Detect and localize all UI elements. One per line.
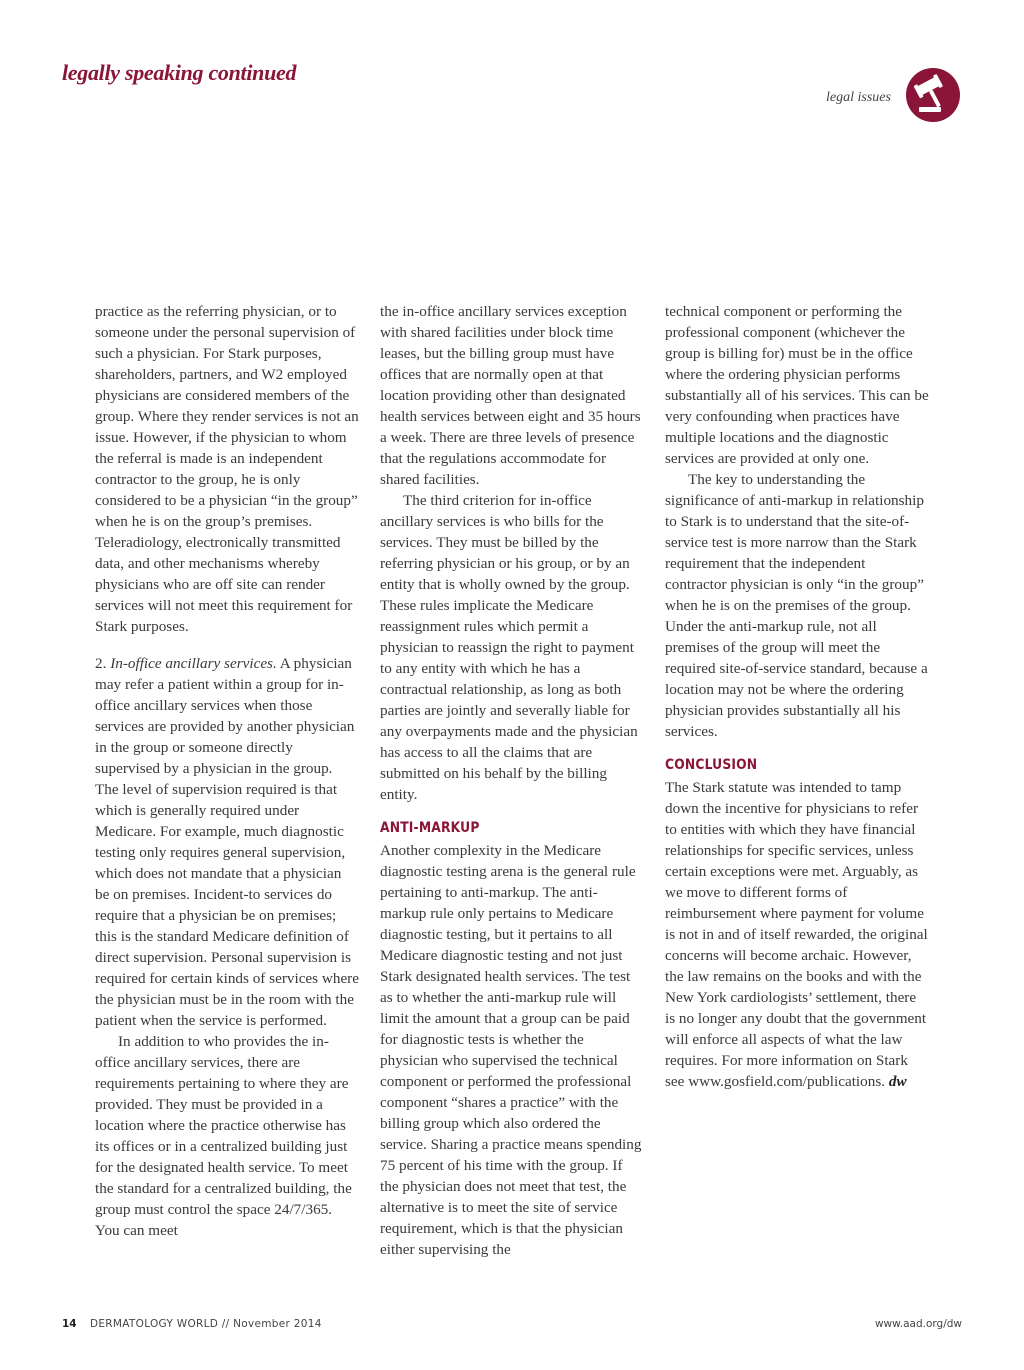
signoff: dw [888, 1073, 907, 1090]
section-heading: CONCLUSION [665, 757, 758, 773]
paragraph: technical component or performing the professional component (whichever the group is billing for) must be in the office where the ordering physician performs substantially all of his services. This can be very confounding when practices have multiple locations and the diagnostic services are provided at only one. [665, 303, 929, 467]
page-footer [62, 1318, 962, 1334]
paragraph: The third criterion for in-office ancillary services is who bills for the services. They must be billed by the referring physician or his group, or by an entity that is wholly owned by the group. These rules implicate the Medicare reassignment rules which permit a physician to reassign the right to payment to any entity with which he has a contractual relationship, as long as both parties are jointly and severally liable for any overpayments made and the physician has access to all the claims that are submitted on his behalf by the billing entity. [380, 492, 638, 803]
paragraph-title: In-office ancillary services. [110, 655, 277, 672]
paragraph-body: The Stark statute was intended to tamp down the incentive for physicians to refer to entities with which they have financial relationships for specific services, unless certain exceptions were met. Arguably, as we move to different forms of reimbursement where payment for volume is not in and of itself rewarded, the original concerns will become archaic. However, the law remains on the books and with the New York cardiologists’ settlement, there is no longer any doubt that the government will enforce all aspects of what the law requires. For more information on Stark see www.gosfield.com/publications. [665, 779, 928, 1090]
paragraph: the in-office ancillary services exception with shared facilities under block time leases, but the billing group must have offices that are normally open at that location providing other than designated health services between eight and 35 hours a week. There are three levels of presence that the regulations accommodate for shared facilities. [380, 303, 641, 488]
paragraph [95, 653, 359, 1031]
paragraph: Another complexity in the Medicare diagnostic testing arena is the general rule pertaining to anti-markup. The anti-markup rule only pertains to Medicare diagnostic testing, but it pertains to all Medicare diagnostic testing and not just Stark designated health services. The test as to whether the anti-markup rule will limit the amount that a group can be paid for diagnostic tests is whether the physician who supervised the technical component or performed the professional component “shares a practice” with the billing group which also ordered the service. Sharing a practice means spending 75 percent of his time with the group. If the physician does not meet that test, the alternative is to meet the site of service requirement, which is that the physician either supervising the [380, 842, 642, 1258]
footer-url: www.aad.org/dw [874, 1318, 962, 1330]
gavel-icon [905, 67, 961, 123]
column-2 [380, 301, 644, 1260]
paragraph-body: A physician may refer a patient within a group for in-office ancillary services when those services are provided by another physician in the group or someone directly supervised by a physician in the group. The level of supervision required is that which is generally required under Medicare. For example, much diagnostic testing only requires general supervision, which does not mandate that a physician be on premises. Incident-to services do require that a physician be on premises; this is the standard Medicare definition of direct supervision. Personal supervision is required for certain kinds of services where the physician must be in the room with the patient when the service is performed. [95, 655, 359, 1029]
page-number: 14 [62, 1318, 77, 1330]
section-label: legal issues [826, 90, 891, 105]
paragraph: In addition to who provides the in-office ancillary services, there are requirements pertaining to where they are provided. They must be provided in a location where the practice otherwise has its offices or in a centralized building just for the designated health service. To meet the standard for a centralized building, the group must control the space 24/7/365. You can meet [95, 1033, 352, 1239]
magazine-issue: DERMATOLOGY WORLD // November 2014 [89, 1318, 322, 1330]
list-number: 2. [95, 655, 111, 672]
running-head: legally speaking continued [62, 60, 297, 85]
paragraph: The key to understanding the significance of anti-markup in relationship to Stark is to understand that the site-of-service test is more narrow than the Stark requirement that the independent contractor physician is only “in the group” when he is on the premises of the group. Under the anti-markup rule, not all premises of the group will meet the required site-of-service standard, because a location may not be where the ordering physician provides substantially all his services. [665, 471, 928, 740]
column-1 [95, 301, 359, 1241]
paragraph [665, 777, 929, 1092]
section-heading: ANTI-MARKUP [380, 820, 480, 836]
column-3 [665, 301, 929, 1092]
paragraph: practice as the referring physician, or to someone under the personal supervision of such a physician. For Stark purposes, shareholders, partners, and W2 employed physicians are considered members of the group. Where they render services is not an issue. However, if the physician to whom the referral is made is an independent contractor to the group, he is only considered to be a physician “in the group” when he is on the group’s premises. Teleradiology, electronically transmitted data, and other mechanisms whereby physicians who are off site can render services will not meet this requirement for Stark purposes. [95, 303, 359, 635]
